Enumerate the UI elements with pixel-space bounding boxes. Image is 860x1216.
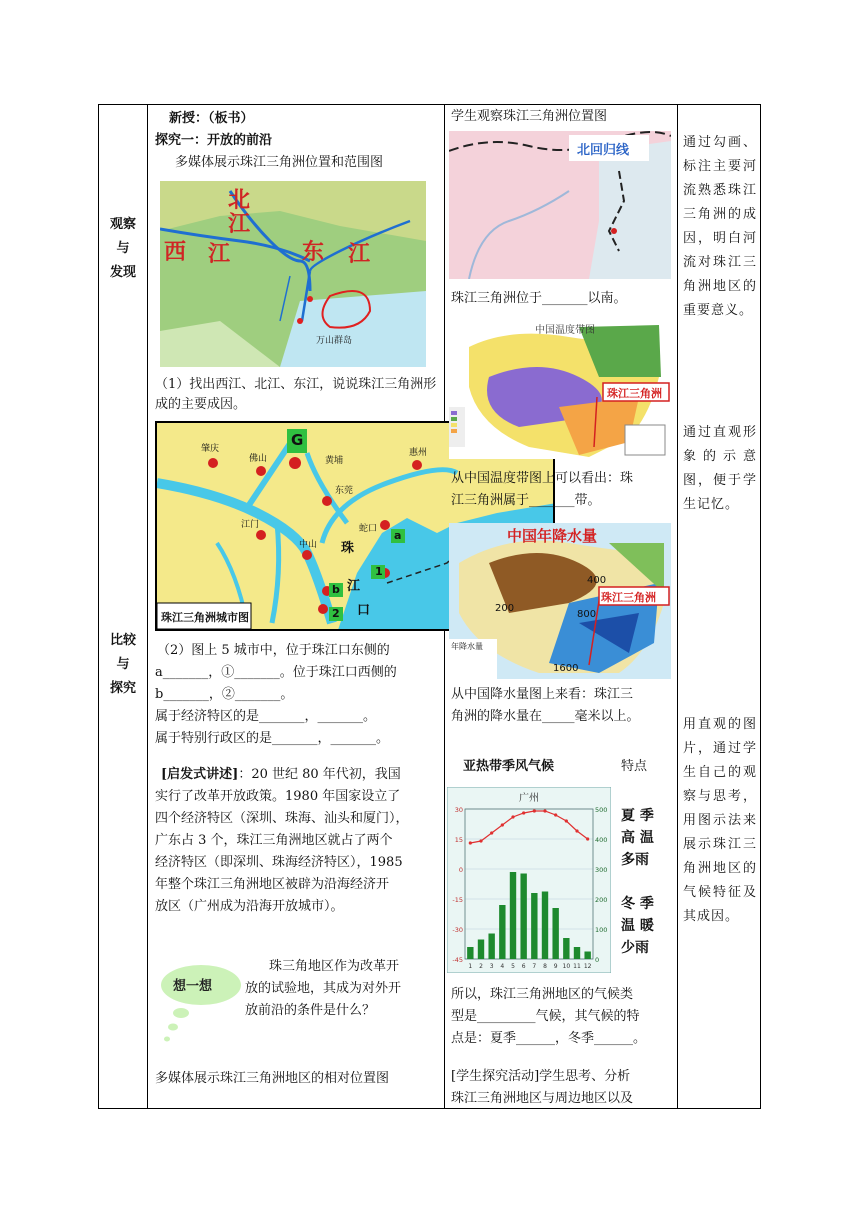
feature-item: 高 温	[621, 830, 654, 846]
precipitation-map	[449, 523, 671, 679]
map-label: 江	[348, 242, 371, 267]
temperature-point	[501, 823, 504, 826]
activity-line: [学生探究活动]学生思考、分析	[451, 1069, 631, 1084]
temperature-tick-label: 0	[458, 866, 463, 874]
map-title: 珠江三角洲城市图	[161, 611, 249, 624]
month-tick-label: 4	[500, 963, 505, 970]
isohyet-label: 800	[577, 609, 597, 620]
precipitation-bar	[478, 940, 484, 960]
temperature-point	[490, 831, 493, 834]
temperature-tick-label: 15	[454, 836, 463, 844]
city-label: 肇庆	[201, 444, 220, 454]
month-tick-label: 8	[543, 963, 547, 970]
map-label: 珠	[341, 541, 355, 556]
summary-line: 所以，珠江三角洲地区的气候类	[451, 987, 634, 1002]
feature-item: 少雨	[621, 940, 649, 956]
question-1: （1）找出西江、北江、东江，说说珠江三角洲形成的主要成因。	[155, 377, 437, 412]
temperature-tick-label: -45	[452, 956, 463, 964]
summary-line: 点是：夏季______，冬季______。	[451, 1031, 647, 1046]
city-marker-b: b	[332, 583, 340, 596]
lecture-first-line	[161, 765, 401, 785]
city-label: 佛山	[249, 454, 268, 464]
section-observe	[99, 213, 147, 285]
city-label: 江门	[241, 520, 260, 530]
month-tick-label: 5	[511, 963, 515, 970]
precipitation-bar	[510, 872, 516, 959]
question-2-line: 属于经济特区的是_______，_______。	[155, 709, 377, 724]
prd-callout: 珠江三角洲	[601, 591, 656, 604]
lecture-line: 实行了改革开放政策。1980 年国家设立了	[155, 789, 401, 804]
map-label: 江	[228, 212, 251, 237]
month-tick-label: 12	[583, 963, 592, 970]
city-marker-1: 1	[375, 565, 383, 578]
precipitation-bar	[563, 938, 569, 959]
city-marker-a: a	[394, 529, 402, 542]
feature-item: 多雨	[621, 852, 649, 868]
map-title: 中国温度带图	[535, 325, 595, 336]
precipitation-bar	[520, 874, 526, 960]
city-label: 中山	[299, 540, 318, 550]
chart-title: 广州	[519, 793, 539, 804]
legend-title: 年降水量	[451, 642, 483, 651]
guangzhou-climate-chart	[447, 787, 611, 973]
precipitation-question-line: 角洲的降水量在_____毫米以上。	[451, 709, 640, 724]
month-tick-label: 2	[479, 963, 483, 970]
media-caption: 多媒体展示珠江三角洲位置和范围图	[175, 155, 384, 170]
precipitation-bar	[584, 952, 590, 960]
month-tick-label: 11	[573, 963, 581, 970]
temperature-point	[469, 841, 472, 844]
question-2-line: a_______，①_______。位于珠江口西侧的	[155, 665, 397, 680]
feature-title: 特点	[621, 759, 648, 774]
map-title: 中国年降水量	[507, 527, 598, 545]
think-label: 想一想	[173, 979, 213, 994]
temperature-zone-map	[449, 317, 671, 459]
city-label: 蛇口	[359, 524, 378, 534]
climate-chart-svg	[447, 787, 611, 973]
precipitation-tick-label: 200	[595, 896, 608, 904]
section-label: 与	[116, 241, 130, 256]
temperature-question-line: 江三角洲属于_______带。	[451, 493, 601, 508]
city-label: 黄埔	[325, 456, 344, 466]
map-label: 江	[208, 242, 231, 267]
city-marker-g: G	[291, 431, 304, 449]
tropic-label: 北回归线	[577, 143, 630, 158]
new-lesson-heading: 新授：（板书）	[169, 111, 254, 126]
temperature-question-line: 从中国温度带图上可以看出：珠	[451, 471, 634, 486]
section-label: 探究	[109, 681, 136, 696]
month-tick-label: 3	[489, 963, 494, 970]
media-caption-2: 多媒体展示珠江三角洲地区的相对位置图	[155, 1071, 390, 1086]
precipitation-bar	[542, 892, 548, 960]
explore1-heading: 探究一：开放的前沿	[155, 133, 273, 148]
feature-item: 温 暖	[621, 918, 654, 934]
feature-item: 夏 季	[621, 808, 654, 824]
feature-spacer	[621, 871, 654, 893]
city-label: 惠州	[409, 448, 428, 458]
isohyet-label: 1600	[553, 663, 579, 674]
design-note-1: 通过勾画、标注主要河流熟悉珠江三角洲的成因，明白河流对珠江三角洲地区的重要意义。	[683, 135, 757, 318]
climate-type-title: 亚热带季风气候	[463, 759, 555, 774]
precipitation-bar	[499, 905, 505, 959]
feature-list	[621, 805, 654, 959]
precipitation-bar	[552, 908, 558, 959]
section-label: 发现	[109, 265, 136, 280]
prd-callout: 珠江三角洲	[607, 387, 662, 400]
temperature-point	[522, 811, 525, 814]
section-label: 比较	[109, 633, 136, 648]
temperature-point	[575, 829, 578, 832]
precipitation-question-line: 从中国降水量图上来看：珠江三	[451, 687, 634, 702]
isohyet-label: 400	[587, 575, 607, 586]
precipitation-tick-label: 0	[595, 956, 600, 964]
think-question-line: 放前沿的条件是什么？	[245, 1003, 376, 1018]
temperature-point	[586, 837, 589, 840]
precipitation-bar	[467, 947, 473, 959]
column-divider	[147, 105, 148, 1108]
temperature-point	[543, 809, 546, 812]
temperature-point	[479, 839, 482, 842]
design-note-2: 通过直观形象的示意图，便于学生记忆。	[683, 425, 757, 512]
precipitation-bar	[574, 947, 580, 959]
precipitation-tick-label: 400	[595, 836, 608, 844]
think-question-line: 放的试验地，其成为对外开	[245, 981, 402, 996]
temperature-point	[511, 815, 514, 818]
month-tick-label: 10	[562, 963, 571, 970]
map-label: 西	[164, 240, 187, 265]
pearl-river-map	[160, 181, 426, 367]
temperature-point	[533, 809, 536, 812]
month-tick-label: 6	[521, 963, 526, 970]
city-label: 东莞	[335, 486, 354, 496]
tropic-map	[449, 131, 671, 279]
location-question: 珠江三角洲位于_______以南。	[451, 291, 627, 306]
map-label: 口	[357, 603, 371, 618]
map-label: 东	[302, 240, 325, 265]
lecture-label: [启发式讲述]	[161, 767, 239, 782]
lecture-line: 经济特区（即深圳、珠海经济特区），1985	[155, 855, 403, 870]
precipitation-bar	[488, 934, 494, 960]
question-2-line: 属于特别行政区的是_______，_______。	[155, 731, 390, 746]
think-question-line: 珠三角地区作为改革开	[269, 959, 400, 974]
month-tick-label: 9	[553, 963, 558, 970]
lecture-line: 四个经济特区（深圳、珠海、汕头和厦门），	[155, 811, 409, 826]
lesson-table	[98, 104, 761, 1109]
month-tick-label: 7	[532, 963, 537, 970]
column-divider	[677, 105, 678, 1108]
precipitation-tick-label: 300	[595, 866, 608, 874]
observe-map-caption: 学生观察珠江三角洲位置图	[451, 109, 608, 124]
section-label: 与	[116, 657, 130, 672]
map-label: 江	[347, 579, 361, 594]
precipitation-tick-label: 500	[595, 806, 608, 814]
city-marker-2: 2	[332, 607, 340, 620]
activity-line: 珠江三角洲地区与周边地区以及	[451, 1091, 634, 1106]
isohyet-label: 200	[495, 603, 515, 614]
section-compare	[99, 629, 147, 701]
feature-item: 冬 季	[621, 896, 654, 912]
precipitation-tick-label: 100	[595, 926, 608, 934]
temperature-tick-label: 30	[454, 806, 463, 814]
section-label: 观察	[109, 217, 136, 232]
temperature-point	[565, 819, 568, 822]
month-tick-label: 1	[468, 963, 473, 970]
precipitation-bar	[531, 893, 537, 959]
question-2-line: （2）图上 5 城市中，位于珠江口东侧的	[157, 643, 390, 658]
lecture-line: 放区（广州成为沿海开放城市）。	[155, 899, 344, 914]
summary-line: 型是_________气候，其气候的特	[451, 1009, 640, 1024]
temperature-tick-label: -15	[452, 896, 463, 904]
map-label: 万山群岛	[316, 336, 353, 346]
temperature-tick-label: -30	[452, 926, 463, 934]
lecture-line: 年整个珠江三角洲地区被辟为沿海经济开	[155, 877, 390, 892]
design-note-3: 用直观的图片，通过学生自己的观察与思考，用图示法来展示珠江三角洲地区的气候特征及其成因。	[683, 717, 757, 924]
map-label: 北	[228, 188, 251, 213]
lecture-line: 广东占 3 个，珠江三角洲地区就占了两个	[155, 833, 393, 848]
question-2-line: b_______，②_______。	[155, 687, 294, 702]
temperature-point	[554, 813, 557, 816]
think-bubble	[159, 963, 243, 1007]
lecture-text: ：20 世纪 80 年代初，我国	[238, 767, 401, 782]
